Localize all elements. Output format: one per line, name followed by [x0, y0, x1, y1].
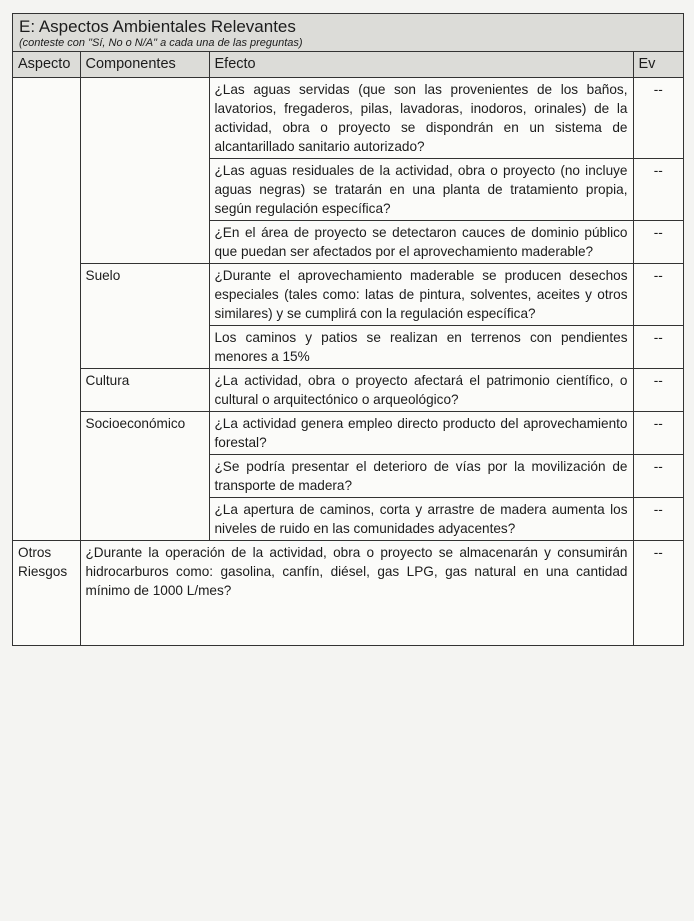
- aspects-table: [13, 52, 683, 645]
- table-row: [13, 264, 683, 326]
- section-title: E: Aspectos Ambientales Relevantes: [19, 17, 296, 36]
- ev-cell[interactable]: --: [633, 369, 683, 412]
- efecto-cell: ¿La actividad genera empleo directo producto del aprovechamiento forestal?: [209, 412, 633, 455]
- efecto-cell: ¿Las aguas residuales de la actividad, obra o proyecto (no incluye aguas negras) se tratarán en una planta de tratamiento propia, según regulación específica?: [209, 159, 633, 221]
- ev-cell[interactable]: --: [633, 78, 683, 159]
- aspecto-cell-empty: [13, 78, 80, 541]
- environmental-aspects-sheet: [12, 13, 684, 646]
- section-header: [13, 14, 683, 52]
- componente-cell-empty: [80, 78, 209, 264]
- efecto-cell: ¿Se podría presentar el deterioro de vías por la movilización de transporte de madera?: [209, 455, 633, 498]
- table-row: [13, 78, 683, 159]
- ev-cell[interactable]: --: [633, 498, 683, 541]
- ev-cell[interactable]: --: [633, 221, 683, 264]
- componente-cultura: Cultura: [80, 369, 209, 412]
- ev-cell[interactable]: --: [633, 159, 683, 221]
- header-aspecto: Aspecto: [13, 52, 80, 78]
- ev-cell[interactable]: --: [633, 541, 683, 646]
- header-componentes: Componentes: [80, 52, 209, 78]
- componente-socioeconomico: Socioeconómico: [80, 412, 209, 541]
- ev-cell[interactable]: --: [633, 326, 683, 369]
- efecto-cell: ¿La apertura de caminos, corta y arrastre de madera aumenta los niveles de ruido en las comunidades adyacentes?: [209, 498, 633, 541]
- section-note: (conteste con "Sí, No o N/A" a cada una de las preguntas): [19, 37, 303, 49]
- header-ev: Ev: [633, 52, 683, 78]
- table-row-otros-riesgos: [13, 541, 683, 646]
- efecto-cell: ¿Las aguas servidas (que son las provenientes de los baños, lavatorios, fregaderos, pilas, lavadoras, inodoros, orinales) de la actividad, obra o proyecto se dispondrán en un sistema de alcantarillado sanitario autorizado?: [209, 78, 633, 159]
- componente-suelo: Suelo: [80, 264, 209, 369]
- ev-cell[interactable]: --: [633, 455, 683, 498]
- efecto-cell-otros: ¿Durante la operación de la actividad, obra o proyecto se almacenarán y consumirán hidrocarburos como: gasolina, canfín, diésel, gas LPG, gas natural en una cantidad mínimo de 1000 L/mes?: [80, 541, 633, 646]
- ev-cell[interactable]: --: [633, 412, 683, 455]
- efecto-cell: ¿Durante el aprovechamiento maderable se producen desechos especiales (tales como: latas de pintura, solventes, aceites y otros similares) y se cumplirá con la regulación específica?: [209, 264, 633, 326]
- efecto-cell: ¿La actividad, obra o proyecto afectará el patrimonio científico, o cultural o arquitectónico o arqueológico?: [209, 369, 633, 412]
- table-header-row: [13, 52, 683, 78]
- efecto-cell: ¿En el área de proyecto se detectaron cauces de dominio público que puedan ser afectados por el aprovechamiento maderable?: [209, 221, 633, 264]
- table-row: [13, 412, 683, 455]
- ev-cell[interactable]: --: [633, 264, 683, 326]
- aspecto-otros-riesgos: Otros Riesgos: [13, 541, 80, 646]
- table-row: [13, 369, 683, 412]
- efecto-cell: Los caminos y patios se realizan en terrenos con pendientes menores a 15%: [209, 326, 633, 369]
- header-efecto: Efecto: [209, 52, 633, 78]
